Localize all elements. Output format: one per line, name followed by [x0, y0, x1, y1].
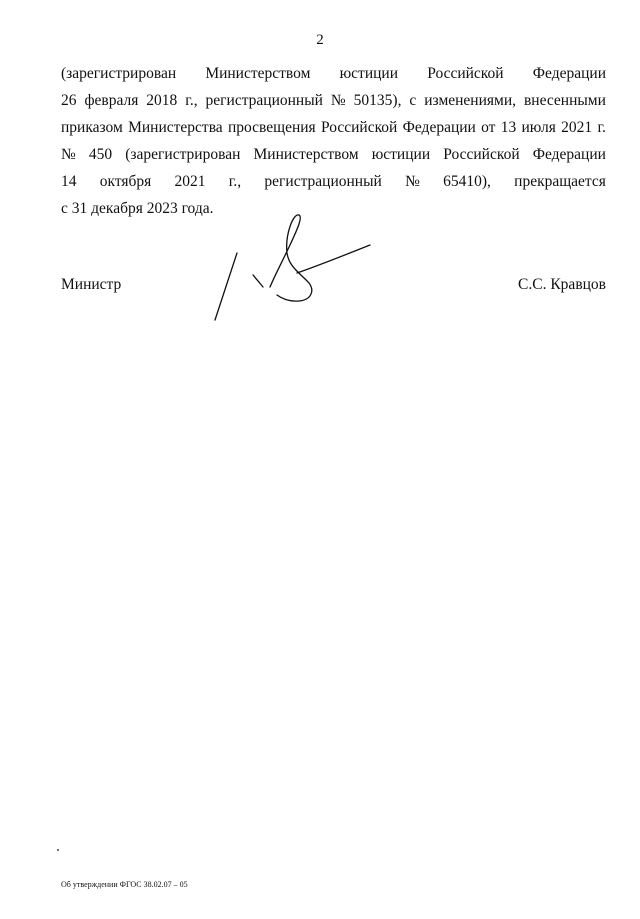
- word: г.: [597, 119, 606, 136]
- word: №: [330, 92, 346, 109]
- word: внесенными: [523, 92, 606, 109]
- word: февраля: [84, 92, 139, 109]
- word: Федерации: [532, 146, 606, 163]
- body-line-2: [61, 87, 606, 114]
- word: регистрационный: [264, 173, 382, 190]
- word: Министерства: [128, 119, 223, 136]
- word: г.,: [228, 173, 242, 190]
- word: г.,: [185, 92, 198, 109]
- body-text: [61, 60, 606, 222]
- word: регистрационный: [205, 92, 323, 109]
- word: 2018: [146, 92, 178, 109]
- word: (зарегистрирован: [125, 146, 241, 163]
- word: прекращается: [514, 173, 606, 190]
- footer-note: Об утверждении ФГОС 38.02.07 – 05: [61, 880, 188, 889]
- word: 450: [88, 146, 113, 163]
- word: 65410),: [443, 173, 491, 190]
- word: Министерством: [253, 146, 359, 163]
- word: изменениями,: [424, 92, 517, 109]
- word: Министерством: [205, 65, 311, 82]
- word: Российской: [427, 65, 504, 82]
- word: №: [405, 173, 420, 190]
- word: июля: [521, 119, 556, 136]
- word: 13: [500, 119, 517, 136]
- word: юстиции: [339, 65, 399, 82]
- word: октября: [99, 173, 152, 190]
- word: приказом: [61, 119, 123, 136]
- body-line-6: с 31 декабря 2023 года.: [61, 200, 214, 217]
- word: (зарегистрирован: [61, 65, 177, 82]
- word: 2021: [174, 173, 206, 190]
- body-line-4: [61, 141, 606, 168]
- word: с: [409, 92, 417, 109]
- minister-title: Министр: [61, 276, 122, 293]
- body-line-3: [61, 114, 606, 141]
- word: Федерации: [532, 65, 606, 82]
- word: Федерации: [402, 119, 476, 136]
- word: 26: [61, 92, 77, 109]
- word: Российской: [443, 146, 520, 163]
- signature-image: [205, 205, 385, 330]
- word: 50135),: [353, 92, 402, 109]
- word: просвещения: [227, 119, 316, 136]
- word: юстиции: [371, 146, 431, 163]
- minister-name: С.С. Кравцов: [518, 276, 606, 293]
- word: 14: [61, 173, 77, 190]
- word: от: [481, 119, 496, 136]
- word: №: [61, 146, 76, 163]
- page-number: 2: [316, 32, 324, 48]
- body-line-1: [61, 60, 606, 87]
- body-line-5: [61, 168, 606, 195]
- scan-speck: [57, 849, 59, 851]
- word: 2021: [561, 119, 593, 136]
- word: Российской: [320, 119, 398, 136]
